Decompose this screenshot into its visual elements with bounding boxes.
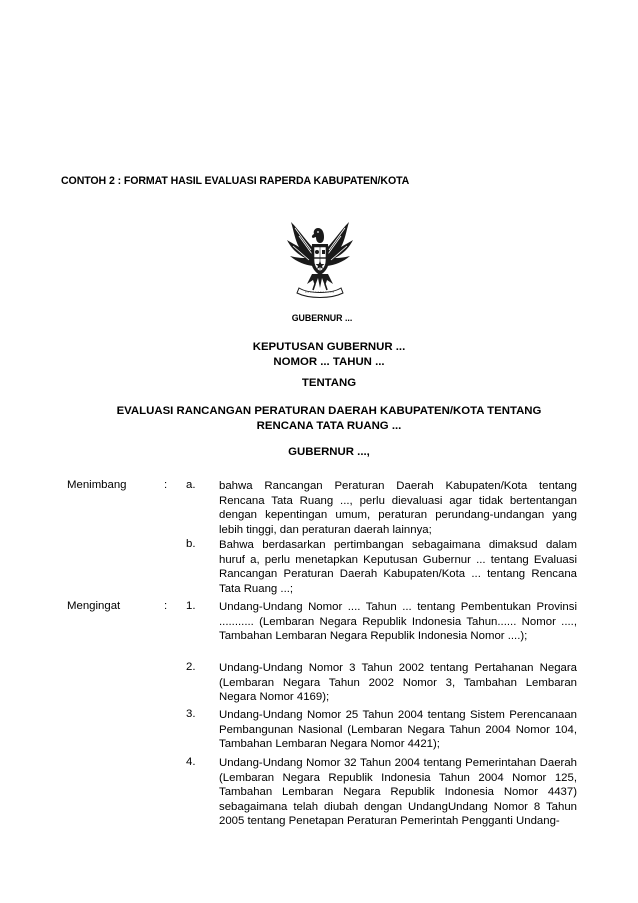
decree-number-line: NOMOR ... TAHUN ... [273, 355, 385, 368]
item-text: Undang-Undang Nomor 32 Tahun 2004 tentang Pemerintahan Daerah (Lembaran Negara Republik Indonesia Tahun 2004 Nomor 125, Tambahan Lembaran Negara Republik Indonesia Nomor 4437) sebagaimana telah diubah dengan UndangUndang Nomor 8 Tahun 2005 tentang Penetapan Peraturan Pemerintah Pengganti Undang- [219, 757, 577, 828]
item-text: bahwa Rancangan Peraturan Daerah Kabupaten/Kota tentang Rencana Tata Ruang ..., perlu dievaluasi agar tidak bertentangan dengan kepentingan umum, peraturan perundang-undangan yang lebih tinggi, dan peraturan daerah lainnya; [219, 480, 577, 536]
item-marker: b. [186, 538, 196, 550]
governor-label-small: GUBERNUR ... [291, 313, 353, 323]
tentang-label: TENTANG [301, 377, 357, 389]
item-marker: 2. [186, 661, 196, 673]
decree-subject [10, 404, 638, 433]
item-marker: 4. [186, 756, 196, 768]
section-colon: : [164, 479, 168, 491]
item-text: Bahwa berdasarkan pertimbangan sebagaimana dimaksud dalam huruf a, perlu menetapkan Keputusan Gubernur ... tentang Evaluasi Rancangan Peraturan Daerah Kabupaten/Kota ... tentang Rencana Tata Ruang ...; [219, 539, 577, 595]
garuda-emblem-icon [285, 220, 355, 298]
section-label-menimbang: Menimbang [67, 479, 127, 491]
subject-line-2: RENCANA TATA RUANG ... [256, 419, 402, 432]
decree-title-line: KEPUTUSAN GUBERNUR ... [252, 341, 406, 353]
item-marker: 1. [186, 600, 196, 612]
section-colon: : [164, 600, 168, 612]
decree-title [10, 340, 638, 369]
subject-line-1: EVALUASI RANCANGAN PERATURAN DAERAH KABUPATEN/KOTA TENTANG [116, 405, 542, 417]
governor-label: GUBERNUR ..., [288, 446, 370, 458]
document-heading: CONTOH 2 : FORMAT HASIL EVALUASI RAPERDA KABUPATEN/KOTA [61, 175, 410, 187]
item-text: Undang-Undang Nomor .... Tahun ... tentang Pembentukan Provinsi ........... (Lembaran Negara Republik Indonesia Tahun...... Nomor ...., Tambahan Lembaran Negara Republik Indonesia Nomor ....); [219, 601, 577, 643]
item-text: Undang-Undang Nomor 25 Tahun 2004 tentang Sistem Perencanaan Pembangunan Nasional (Lembaran Negara Tahun 2004 Nomor 104, Tambahan Lembaran Negara Nomor 4421); [219, 709, 577, 751]
item-marker: 3. [186, 708, 196, 720]
section-label-mengingat: Mengingat [67, 600, 121, 612]
item-text: Undang-Undang Nomor 3 Tahun 2002 tentang Pertahanan Negara (Lembaran Negara Tahun 2002 Nomor 3, Tambahan Lembaran Negara Nomor 4169); [219, 662, 577, 704]
item-marker: a. [186, 479, 196, 491]
